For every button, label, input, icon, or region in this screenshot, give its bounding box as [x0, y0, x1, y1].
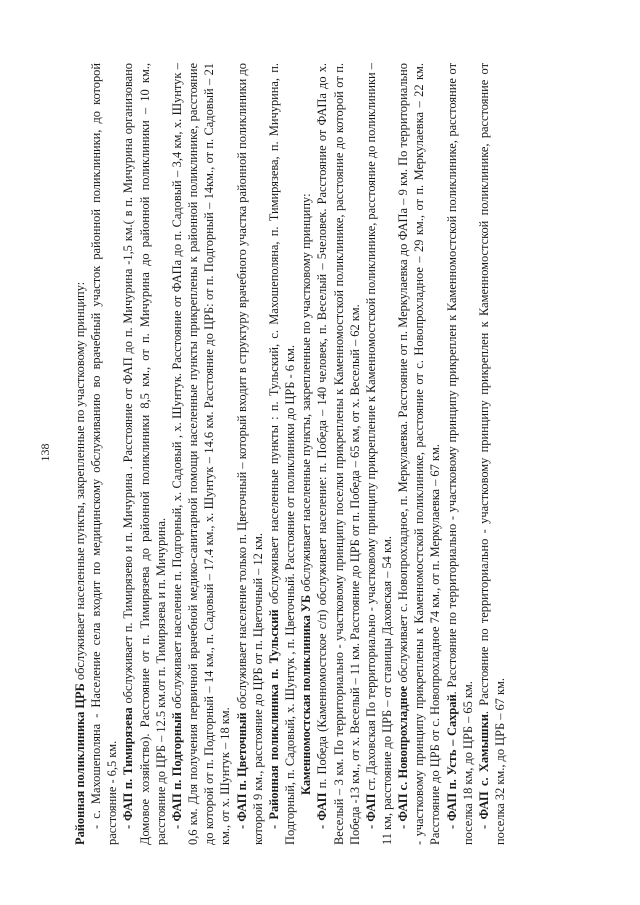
paragraph-fap-podgorny	[169, 63, 234, 845]
paragraph-text: . Расстояние по территориально - участковому принципу прикреплен к Каменномостской поликлинике, расстояние от поселка 18 км, до ЦРБ – 65 км.	[444, 63, 475, 845]
page-number: 138	[38, 443, 52, 462]
document-body	[72, 63, 508, 845]
paragraph-text: обслуживает населенные пункты, закрепленные по участковому принципу:	[73, 281, 87, 684]
paragraph-kamennomostskaya	[298, 63, 314, 845]
paragraph-tulsky-clinic	[266, 63, 298, 845]
paragraph-heading: Каменномостская поликлиника УБ	[299, 594, 314, 795]
paragraph-heading: - ФАП с. Новопрохладное	[396, 685, 411, 829]
paragraph-heading: - ФАП	[315, 792, 330, 829]
paragraph-makhoshepolyana	[88, 63, 120, 845]
paragraph-text: обслуживает с. Новопрохладное, п. Меркулаевка. Расстояние от п. Меркулаевка до ФАПа – 9 км. По территориально - участковому принципу прикреплены к Каменномостской поликлинике, расстояние от с. Новопрохладное – 29 км., от п. Меркулаевка – 22 км. Расстояние до ЦРБ от с. Новопрохладное 74 км., от п. Меркулаевка – 67 км.	[396, 63, 443, 845]
paragraph-fap-ust-sakhray	[444, 63, 476, 845]
paragraph-heading: - Районная поликлиника п. Тульский	[266, 609, 281, 829]
paragraph-text: ст. Даховская По территориально - участковому принципу прикрепление к Каменномостской поликлинике, расстояние до поликлиники – 11 км, расстояние до ЦРБ – от станицы Даховская – 54 км.	[363, 63, 394, 845]
paragraph-fap-dakhovskaya	[363, 63, 395, 845]
paragraph-text: - с. Махошеполяна - Население села входит по медицинскому обслуживанию во врачебный участок районной поликлиники, до которой расстояние - 6,5 км.	[89, 63, 120, 845]
paragraph-heading: - ФАП	[363, 793, 378, 829]
paragraph-fap-novoprokhladnoe	[395, 63, 443, 845]
paragraph-text: п. Победа (Каменномостское с/п) обслуживает население: п. Победа – 140 человек, п. Веселый – 5человек. Расстояние от ФАПа до х. Веселый – 3 км. По территориально - участковому принципу поселки прикреплены к Каменномостской поликлинике, расстояние до которой от п. Победа -13 км., от х. Веселый – 11 км. Расстояние до ЦРБ от п. Победа – 65 км, от х. Веселый – 62 км.	[315, 63, 362, 845]
paragraph-text: обслуживает населенные пункты, закрепленные по участковому принципу:	[299, 193, 314, 595]
paragraph-fap-khamyshki	[476, 63, 508, 845]
paragraph-heading: - ФАП с. Хамышки	[476, 714, 491, 829]
paragraph-crb	[72, 63, 88, 845]
paragraph-fap-pobeda	[314, 63, 362, 845]
paragraph-fap-tsvetochny	[234, 63, 266, 845]
paragraph-heading: - ФАП п. Усть – Сахрай	[444, 694, 459, 829]
paragraph-heading: - ФАП п. Цветочный	[234, 712, 249, 829]
paragraph-text: . Расстояние по территориально - участковому принципу прикреплен к Каменномостской поликлинике, расстояние от поселка 32 км., до ЦРБ – 67 км.	[476, 63, 508, 845]
paragraph-heading: - ФАП п. Тимирязева	[121, 707, 136, 829]
paragraph-text: обслуживает п. Тимирязево и п. Мичурина . Расстояние от ФАП до п. Мичурина -1,5 км.( в п. Мичурина организовано Домовое хозяйство). Расстояние от п. Тимирязева до районной поликлиники 8,5 км., от п. Мичурина до районной поликлиники – 10 км., расстояние до ЦРБ – 12.5 км.от п. Тимирязева и п. Мичурина.	[121, 63, 168, 845]
paragraph-heading: Районная поликлиника ЦРБ	[73, 683, 87, 845]
paragraph-text: обслуживает население п. Подгорный, х. Садовый , х. Шунтук. Расстояние от ФАПа до п. Садовый – 3,4 км, х. Шунтук – 0,6 км. Для получения первичной врачебной медико-санитарной помощи населенные пункты прикреплены к районной поликлинике, расстояние до которой от п. Подгорный – 14 км., п. Садовый – 17.4 км., х. Шунтук – 14.6 км. Расстояние до ЦРБ: от п. Подгорный – 14км., от п. Садовый – 21 км., от х. Шунтук – 18 км.	[169, 63, 233, 845]
paragraph-text: обслуживает населенные пункты : п. Тульский, с. Махошеполяна, п. Тимирязева, п. Мичурина, п. Подгорный, п. Садовый, х. Шунтук , п. Цветочный. Расстояние от поликлиники до ЦРБ - 6 км.	[266, 62, 298, 845]
paragraph-text: обслуживает население только п. Цветочный – который входит в структуру врачебного участка районной поликлиники до которой 9 км., расстояние до ЦРБ от п. Цветочный – 12 км.	[234, 63, 265, 845]
paragraph-fap-timiryazeva	[120, 63, 168, 845]
paragraph-heading: - ФАП п. Подгорный	[169, 712, 184, 829]
